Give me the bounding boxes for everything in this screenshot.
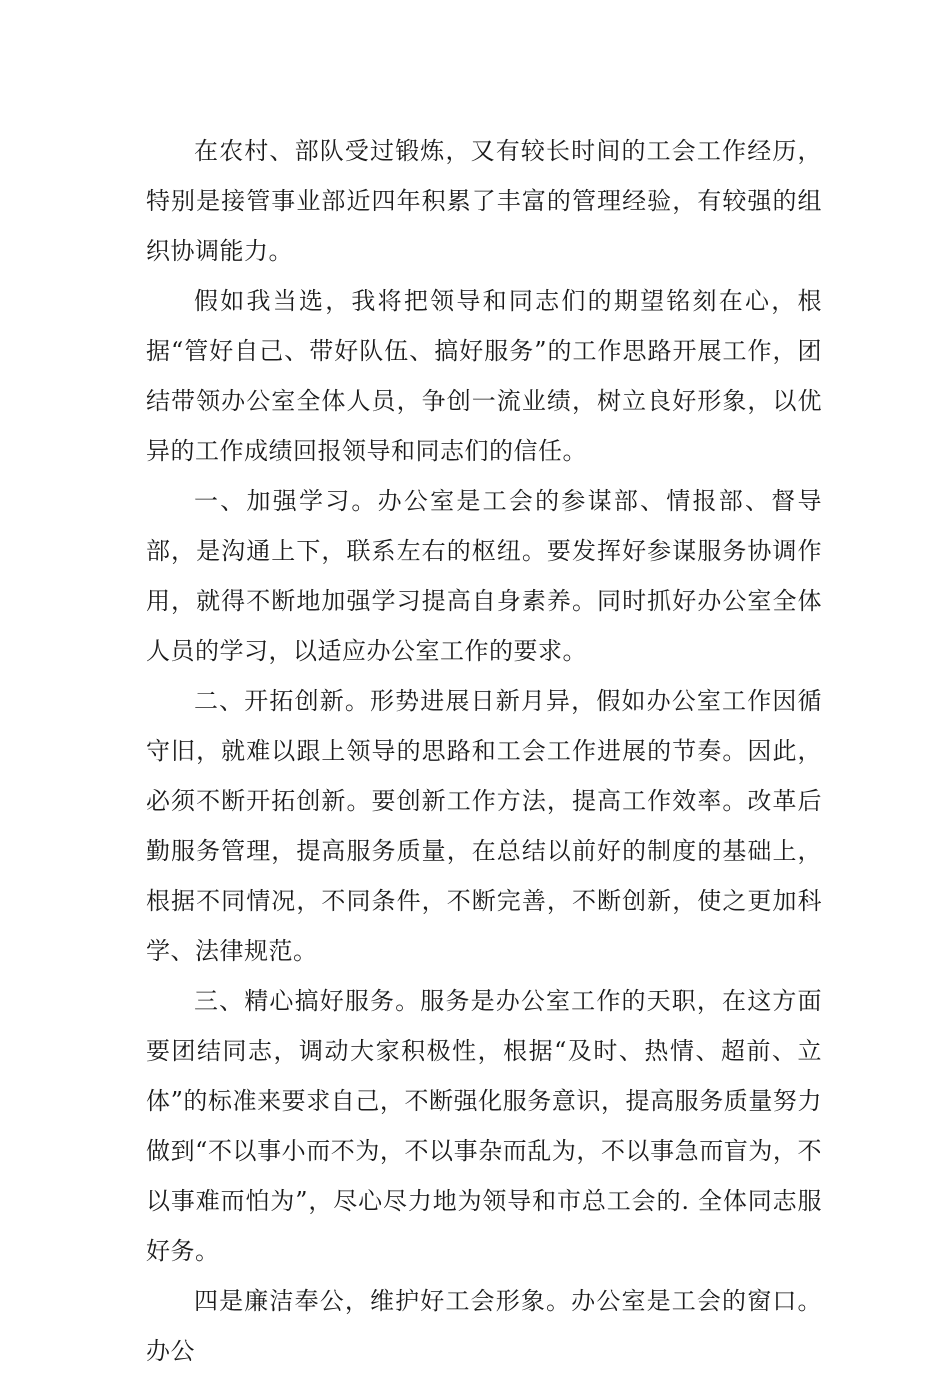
paragraph-point-one-study: 一、加强学习。办公室是工会的参谋部、情报部、督导部，是沟通上下，联系左右的枢纽。要发挥好参谋服务协调作用，就得不断地加强学习提高自身素养。同时抓好办公室全体人员的学习，以适应办公室工作的要求。 <box>146 487 822 665</box>
paragraph-commitment: 假如我当选，我将把领导和同志们的期望铭刻在心，根据“管好自己、带好队伍、搞好服务”的工作思路开展工作，团结带领办公室全体人员，争创一流业绩，树立良好形象，以优异的工作成绩回报领导和同志们的信任。 <box>146 287 822 465</box>
paragraph-experience: 在农村、部队受过锻炼，又有较长时间的工会工作经历，特别是接管事业部近四年积累了丰富的管理经验，有较强的组织协调能力。 <box>146 137 822 265</box>
document-body <box>146 126 822 1376</box>
paragraph-point-three-service: 三、精心搞好服务。服务是办公室工作的天职，在这方面要团结同志，调动大家积极性，根据“及时、热情、超前、立体”的标准来要求自己，不断强化服务意识，提高服务质量努力做到“不以事小而不为，不以事杂而乱为，不以事急而盲为，不以事难而怕为”，尽心尽力地为领导和市总工会的. 全体同志服好务。 <box>146 987 822 1265</box>
paragraph-point-two-innovation: 二、开拓创新。形势进展日新月异，假如办公室工作因循守旧，就难以跟上领导的思路和工会工作进展的节奏。因此，必须不断开拓创新。要创新工作方法，提高工作效率。改革后勤服务管理，提高服务质量，在总结以前好的制度的基础上，根据不同情况，不同条件，不断完善，不断创新，使之更加科学、法律规范。 <box>146 687 822 965</box>
paragraph-point-four-integrity: 四是廉洁奉公，维护好工会形象。办公室是工会的窗口。办公 <box>146 1287 822 1365</box>
